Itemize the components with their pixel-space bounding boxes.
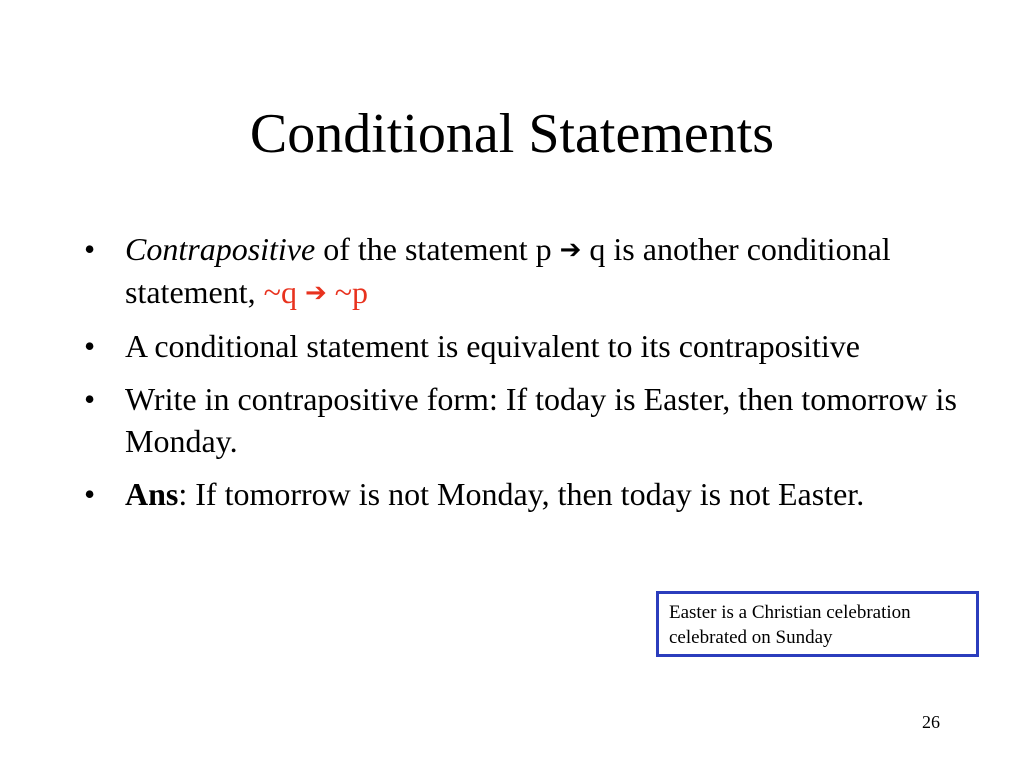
- bullet-marker: •: [84, 476, 96, 512]
- implies-arrow-icon: ➔: [559, 235, 582, 265]
- contrapositive-form-not-p: ~p: [326, 274, 369, 310]
- bullet-list: [84, 228, 964, 526]
- bullet-equivalence: [84, 325, 964, 367]
- bullet-answer: [84, 473, 964, 515]
- bullet-marker: •: [84, 231, 96, 267]
- implies-arrow-icon: ➔: [304, 278, 327, 308]
- bullet-text: A conditional statement is equivalent to its contrapositive: [125, 328, 860, 364]
- note-line: Easter is a Christian celebration: [669, 602, 911, 623]
- bullet-text: of the statement p: [315, 231, 560, 267]
- bullet-text: q is another conditional statement,: [125, 231, 891, 310]
- easter-note-box: [656, 591, 979, 657]
- contrapositive-form-not-q: ~q: [263, 274, 305, 310]
- bullet-text: Write in contrapositive form: If today is Easter, then tomorrow is Monday.: [125, 381, 957, 459]
- term-contrapositive: Contrapositive: [125, 231, 316, 267]
- bullet-exercise: [84, 378, 964, 462]
- note-line: celebrated on Sunday: [669, 627, 833, 648]
- page-number: 26: [922, 712, 940, 732]
- answer-label: Ans: [125, 476, 179, 512]
- bullet-text: : If tomorrow is not Monday, then today is not Easter.: [178, 476, 865, 512]
- slide-title: Conditional Statements: [249, 103, 775, 165]
- bullet-marker: •: [84, 328, 96, 364]
- bullet-marker: •: [84, 381, 96, 417]
- bullet-contrapositive-definition: [84, 228, 964, 314]
